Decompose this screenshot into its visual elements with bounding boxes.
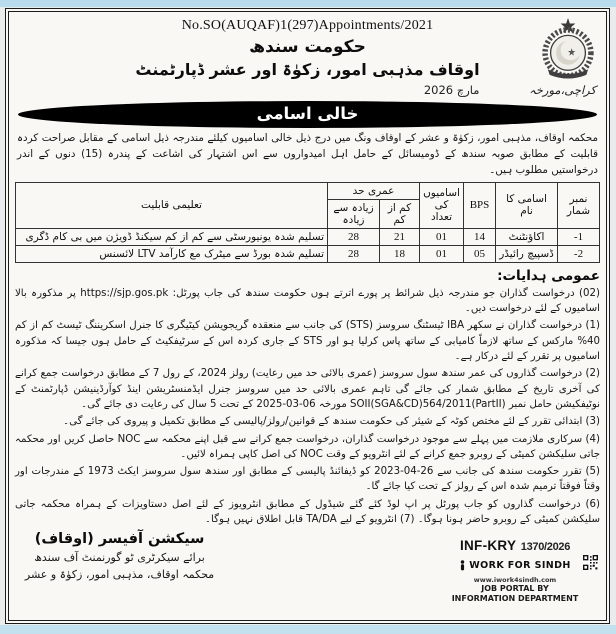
signature-line-2: محکمہ اوقاف، مذہبی امور، زکوٰۃ و عشر [24, 568, 215, 582]
portal-url: www.iwork4sindh.com [473, 576, 557, 585]
sindh-government-emblem-icon [540, 18, 596, 84]
cell-bps: 05 [464, 245, 496, 262]
qr-code-icon [583, 555, 598, 574]
col-bps-header: BPS [464, 182, 496, 228]
vacancy-table [15, 182, 600, 263]
instruction-item: (1) درخواست گذاران نے سکھر IBA ٹیسٹنگ سروسز (STS) کی جانب سے منعقدہ گریجویشن کیٹیگری کا جنرل اسکریننگ ٹیسٹ کم از کم 40% مارکس کے ساتھ لازماً کامیابی کے ساتھ پاس کرلیا ہو اور STS کے جاری کردہ اس کے سرٹیفکیٹ کے حامل ہوں جیسا کہ مذکورہ اسامیوں پر تقرر کے لئے درکار ہے۔ [15, 320, 600, 363]
instruction-item: (3) ابتدائی تقرر کے لئے مختص کوٹہ کے شیئر کی حکومت سندھ کے قوانین/رولز/پالیسی کے مطابق تکمیل و پیروی کی جائے گی۔ [63, 416, 600, 428]
cell-age-min: 21 [380, 228, 420, 245]
instruction-item: (2) درخواست گذاروں کی عمر سندھ سول سروسز (عمری بالائی حد میں رعایت) رولز 2024، کے رول 7 کے مطابق درخواست جمع کرانے کی آخری تاریخ کے مطابق شمار کی جائے گی تاہم عمری بالائی حد میں سروسز جنرل ایڈمنسٹریشن اینڈ کوآرڈینیشن ڈپارٹمنٹ کے نوٹیفکیشن حامل نمبر SOII(SGA&CD)564/2011(PartII) مورخہ 06-03-2025 کے تحت 5 سال کی رعایت دی جائے گی۔ [15, 368, 600, 410]
government-title: حکومت سندھ [249, 37, 366, 57]
vacancy-banner [18, 101, 597, 128]
cell-qualification: تسلیم شدہ بورڈ سے میٹرک مع کارآمد LTV لائسنس [16, 245, 328, 262]
table-row [16, 245, 600, 262]
col-qualification-header: تعلیمی قابلیت [16, 182, 328, 228]
vacancy-banner-label: خالی اسامی [256, 104, 359, 124]
instruction-item: (5) تقرر حکومت سندھ کی جانب سے 26-04-2023 کو ڈیفائنڈ پالیسی کے مطابق اور سندھ سول سروسز ایکٹ 1973 کے مندرجات اور وقتاً فوقتاً ترمیم شدہ اس کے رولز کے تحت کیا جائے گا۔ [15, 466, 600, 493]
signature-line-1: برائے سیکرٹری ٹو گورنمنٹ آف سندھ [34, 551, 205, 565]
table-row [16, 228, 600, 245]
inf-kry-block [430, 531, 600, 604]
date-value: مارچ 2026 [423, 83, 480, 97]
cell-serial: -1 [558, 228, 600, 245]
instruction-item: (4) سرکاری ملازمت میں پہلے سے موجود درخواست گذاران، درخواست جمع کرانے سے قبل اپنے محکمہ سے NOC حاصل کریں اور محکمہ جاتی سلیکشن کمیٹی کے روبرو جمع کرانے کے لئے انٹرویو کے وقت NOC کی اصل کاپی ہمراہ لائیں۔ [15, 433, 600, 460]
instructions-heading: عمومی ہدایات: [497, 267, 600, 284]
instruction-item: (02) درخواست گذاران جو مندرجہ ذیل شرائط پر پورے اترتے ہوں حکومت سندھ کی جاب پورٹل: https://sjp.gos.pk پر مذکورہ بالا اسامیوں کے لئے درخواست دیں۔ [15, 287, 600, 315]
footer [15, 531, 600, 604]
cell-age-max: 28 [328, 228, 380, 245]
cell-bps: 14 [464, 228, 496, 245]
advertisement-inner-border [8, 11, 607, 621]
instructions-list [15, 286, 600, 527]
cell-count: 01 [420, 228, 464, 245]
instruction-item: (6) درخواست گذاروں کو جاب پورٹل پر اپ لوڈ کئے گئے شیڈول کے مطابق انٹرویوز کے لئے اصل دستاویزات کے ہمراہ محکمہ جاتی سلیکشن کمیٹی کے روبرو حاضر ہونا ہوگا۔ (7) انٹرویو کے لیے TA/DA قابل اطلاق نہیں ہوگا۔ [15, 498, 600, 526]
signature-title: سیکشن آفیسر (اوقاف) [34, 531, 205, 548]
col-age-limit-header: عمری حد [328, 182, 420, 199]
col-age-min-header: کم از کم [380, 199, 420, 228]
work-for-sindh-label: WORK FOR SINDH [469, 560, 571, 572]
top-blue-strip [0, 0, 616, 7]
department-title: اوقاف مذہبی امور، زکوٰۃ اور عشر ڈپارٹمنٹ [135, 60, 480, 79]
cell-serial: -2 [558, 245, 600, 262]
cell-age-max: 28 [328, 245, 380, 262]
cell-post-name: اکاؤنٹنٹ [496, 228, 558, 245]
cell-qualification: تسلیم شدہ یونیورسٹی سے کم از کم سیکنڈ ڈویژن میں بی کام ڈگری [16, 228, 328, 245]
advertisement-frame [5, 8, 610, 624]
intro-paragraph: محکمہ اوقاف، مذہبی امور، زکوٰۃ و عشر کے اوقاف ونگ میں درج ذیل خالی اسامیوں کیلئے مندرجہ ذیل اسامی کے مقابل صراحت کردہ قابلیت کے مطابق صوبہ سندھ کے ڈومیسائل کے حامل اہل امیدواروں سے اس اشتہار کی اشاعت کے پندرہ (15) دنوں کے اندر درخواستیں مطلوب ہیں۔ [17, 132, 598, 176]
place-date-line [15, 83, 600, 97]
cell-count: 01 [420, 245, 464, 262]
col-post-name-header: اسامی کا نام [496, 182, 558, 228]
bottom-blue-strip [0, 625, 616, 634]
inf-kry-label: INF-KRY [459, 538, 517, 554]
col-posts-count-header: اسامیوں کی تعداد [420, 182, 464, 228]
portal-department-line: INFORMATION DEPARTMENT [451, 594, 579, 604]
work-for-sindh-logo-icon [459, 556, 466, 575]
signature-block [15, 531, 284, 604]
cell-post-name: ڈسپیچ رائیڈر [496, 245, 558, 262]
place-label: کراچی،مورخہ [529, 83, 596, 97]
reference-number: No.SO(AUQAF)1(297)Appointments/2021 [181, 18, 434, 33]
portal-by-line: JOB PORTAL BY [481, 584, 549, 594]
col-serial-header: نمبر شمار [558, 182, 600, 228]
cell-age-min: 18 [380, 245, 420, 262]
col-age-max-header: زیادہ سے زیادہ [328, 199, 380, 228]
inf-kry-number: 1370/2026 [520, 541, 571, 554]
